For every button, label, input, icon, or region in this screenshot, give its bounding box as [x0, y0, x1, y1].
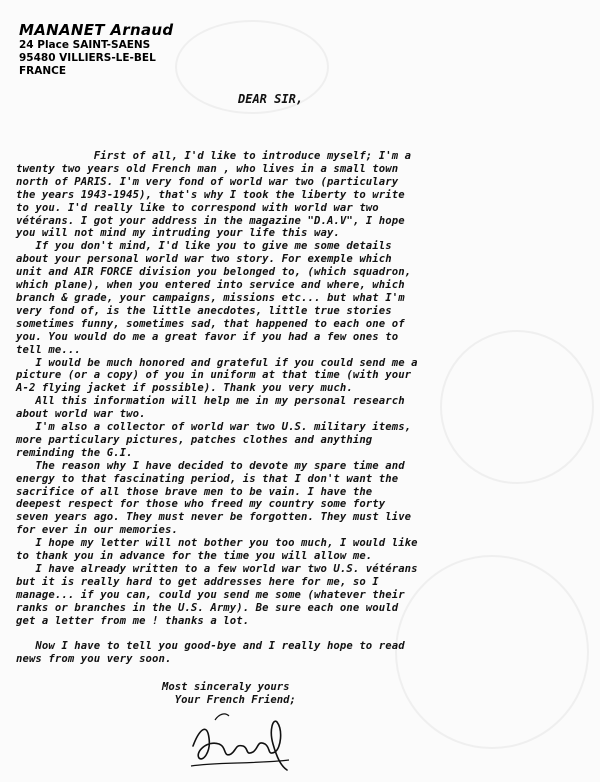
letter-line: picture (or a copy) of you in uniform at that time (with your: [16, 369, 412, 382]
letter-line: energy to that fascinating period, is that I don't want the: [16, 472, 399, 485]
letter-line: ranks or branches in the U.S. Army). Be sure each one would: [16, 601, 399, 614]
letter-line: I'm also a collector of world war two U.S. military items,: [16, 421, 412, 434]
salutation: DEAR SIR,: [238, 92, 304, 106]
letter-line: seven years ago. They must never be forgotten. They must live: [16, 511, 412, 524]
letter-line: north of PARIS. I'm very fond of world war two (particulary: [16, 175, 399, 188]
sender-street: 24 Place SAINT-SAENS: [19, 39, 151, 51]
letter-line: to you. I'd really like to correspond with world war two: [16, 201, 379, 214]
letter-line: If you don't mind, I'd like you to give me some details: [16, 240, 392, 253]
letter-line: more particulary pictures, patches clothes and anything: [16, 433, 373, 446]
closing-line: Most sinceraly yours: [162, 681, 290, 693]
letter-line: but it is really hard to get addresses here for me, so I: [16, 575, 379, 588]
letter-line: sometimes funny, sometimes sad, that happened to each one of: [16, 317, 405, 330]
letter-line: tell me...: [16, 343, 81, 356]
letter-line: manage... if you can, could you send me some (whatever their: [16, 588, 405, 601]
sender-city: 95480 VILLIERS-LE-BEL: [19, 52, 156, 64]
letter-line: unit and AIR FORCE division you belonged to, (which squadron,: [16, 266, 412, 279]
letter-line: get a letter from me ! thanks a lot.: [16, 614, 250, 627]
letter-line: reminding the G.I.: [16, 446, 133, 459]
letter-line: for ever in our memories.: [16, 524, 178, 537]
letter-line: First of all, I'd like to introduce myself; I'm a: [16, 150, 412, 162]
letter-body: [16, 150, 598, 666]
letter-line: the years 1943-1945), that's why I took the liberty to write: [16, 188, 405, 201]
letter-line: The reason why I have decided to devote my spare time and: [16, 459, 405, 472]
sender-address: [19, 22, 173, 78]
letter-line: news from you very soon.: [16, 653, 172, 666]
letter-line: branch & grade, your campaigns, missions etc... but what I'm: [16, 291, 405, 304]
sender-name: MANANET Arnaud: [19, 21, 174, 39]
letter-line: you. You would do me a great favor if you had a few ones to: [16, 330, 399, 343]
letter-line: to thank you in advance for the time you will allow me.: [16, 550, 373, 563]
letter-line: about your personal world war two story. For exemple which: [16, 253, 392, 266]
letter-line: very fond of, is the little anecdotes, little true stories: [16, 304, 392, 317]
handwritten-signature: [185, 700, 295, 778]
closing-line: Your French Friend;: [162, 694, 296, 706]
letter-line: twenty two years old French man , who lives in a small town: [16, 162, 399, 175]
letter-line: deepest respect for those who freed my country some forty: [16, 498, 386, 511]
letter-line: vétérans. I got your address in the magazine "D.A.V", I hope: [16, 214, 405, 227]
letter-line: about world war two.: [16, 408, 146, 421]
letter-line: A-2 flying jacket if possible). Thank you very much.: [16, 382, 353, 395]
letter-line: [16, 628, 598, 641]
sender-country: FRANCE: [19, 65, 67, 77]
letter-line: I hope my letter will not bother you too much, I would like: [16, 537, 418, 550]
letter-line: I would be much honored and grateful if you could send me a: [16, 356, 418, 369]
letter-line: which plane), when you entered into service and where, which: [16, 279, 405, 292]
letter-line: sacrifice of all those brave men to be vain. I have the: [16, 485, 373, 498]
letter-line: Now I have to tell you good-bye and I really hope to read: [16, 640, 405, 653]
letter-line: I have already written to a few world war two U.S. vétérans: [16, 563, 418, 575]
letter-line: All this information will help me in my personal research: [16, 395, 405, 408]
letter-line: you will not mind my intruding your life this way.: [16, 227, 340, 240]
